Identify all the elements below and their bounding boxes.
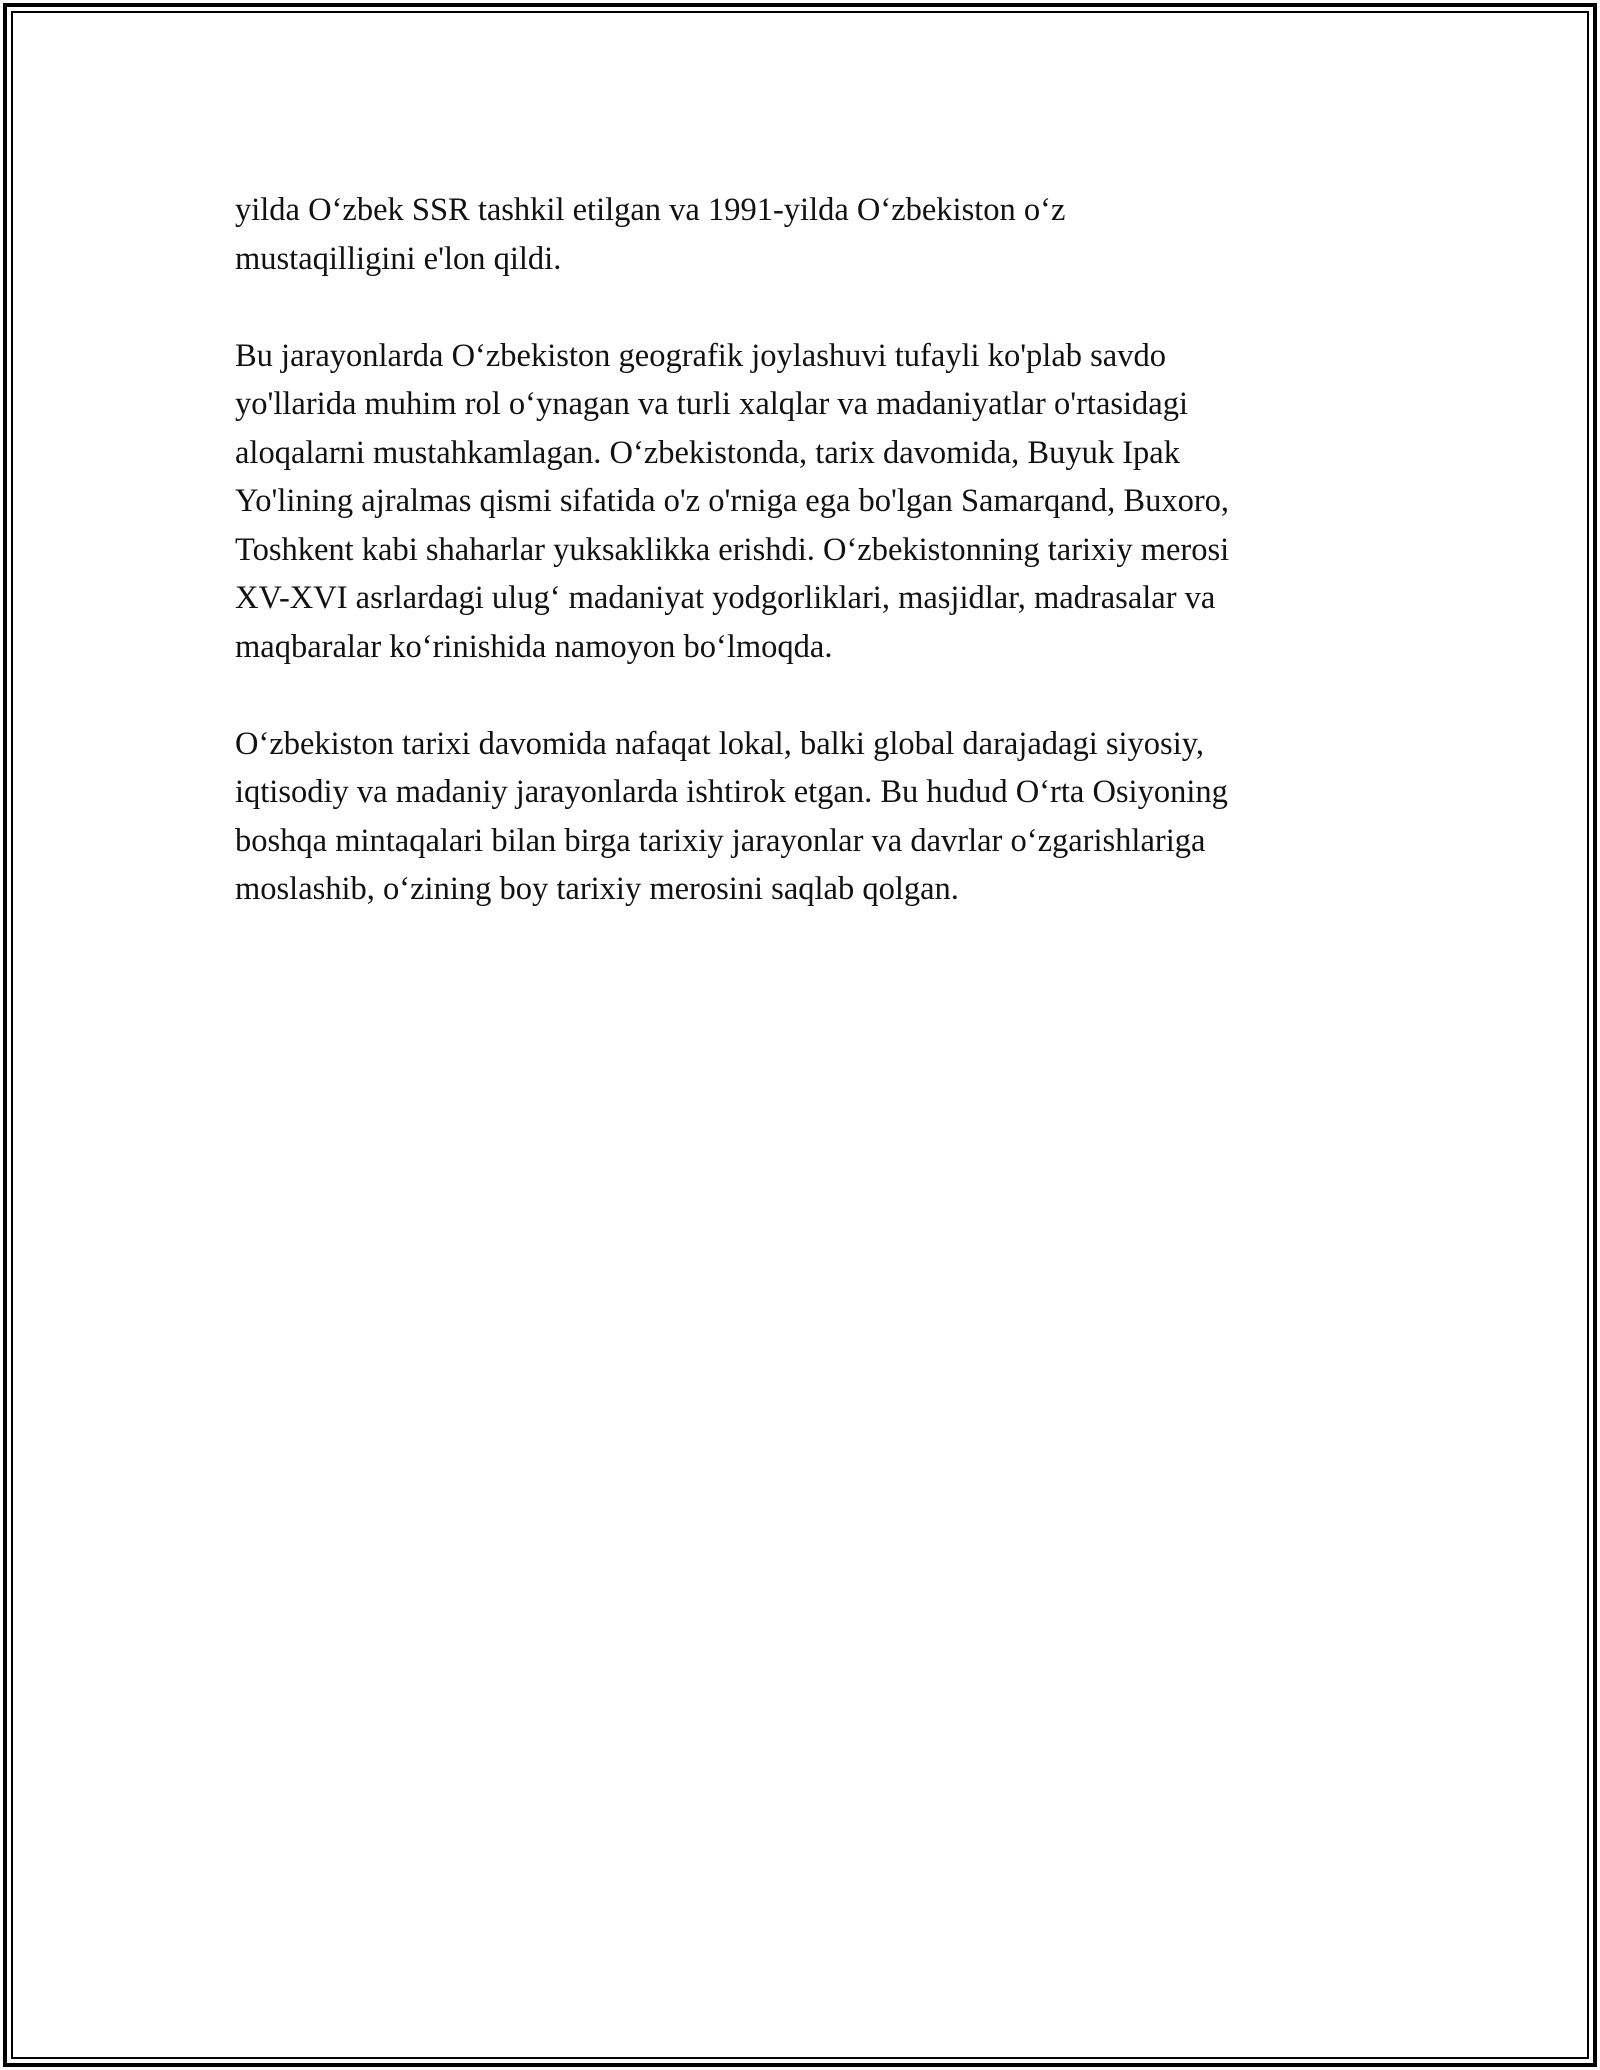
document-body — [235, 186, 1385, 962]
paragraph-2: Bu jarayonlarda O‘zbekiston geografik joylashuvi tufayli ko'plab savdo yo'llarida muhim rol o‘ynagan va turli xalqlar va madaniyatlar o'rtasidagi aloqalarni mustahkamlagan. O‘zbekistonda, tarix davomida, Buyuk Ipak Yo'lining ajralmas qismi sifatida o'z o'rniga ega bo'lgan Samarqand, Buxoro, Toshkent kabi shaharlar yuksaklikka erishdi. O‘zbekistonning tarixiy merosi XV-XVI asrlardagi ulug‘ madaniyat yodgorliklari, masjidlar, madrasalar va maqbaralar ko‘rinishida namoyon bo‘lmoqda. — [235, 337, 1230, 665]
paragraph-3: O‘zbekiston tarixi davomida nafaqat lokal, balki global darajadagi siyosiy, iqtisodiy va madaniy jarayonlarda ishtirok etgan. Bu hudud O‘rta Osiyoning boshqa mintaqalari bilan birga tarixiy jarayonlar va davrlar o‘zgarishlariga moslashib, o‘zining boy tarixiy merosini saqlab qolgan. — [235, 725, 1228, 907]
paragraph-1: yilda O‘zbek SSR tashkil etilgan va 1991-yilda O‘zbekiston o‘z mustaqilligini e'lon qildi. — [235, 192, 1066, 277]
